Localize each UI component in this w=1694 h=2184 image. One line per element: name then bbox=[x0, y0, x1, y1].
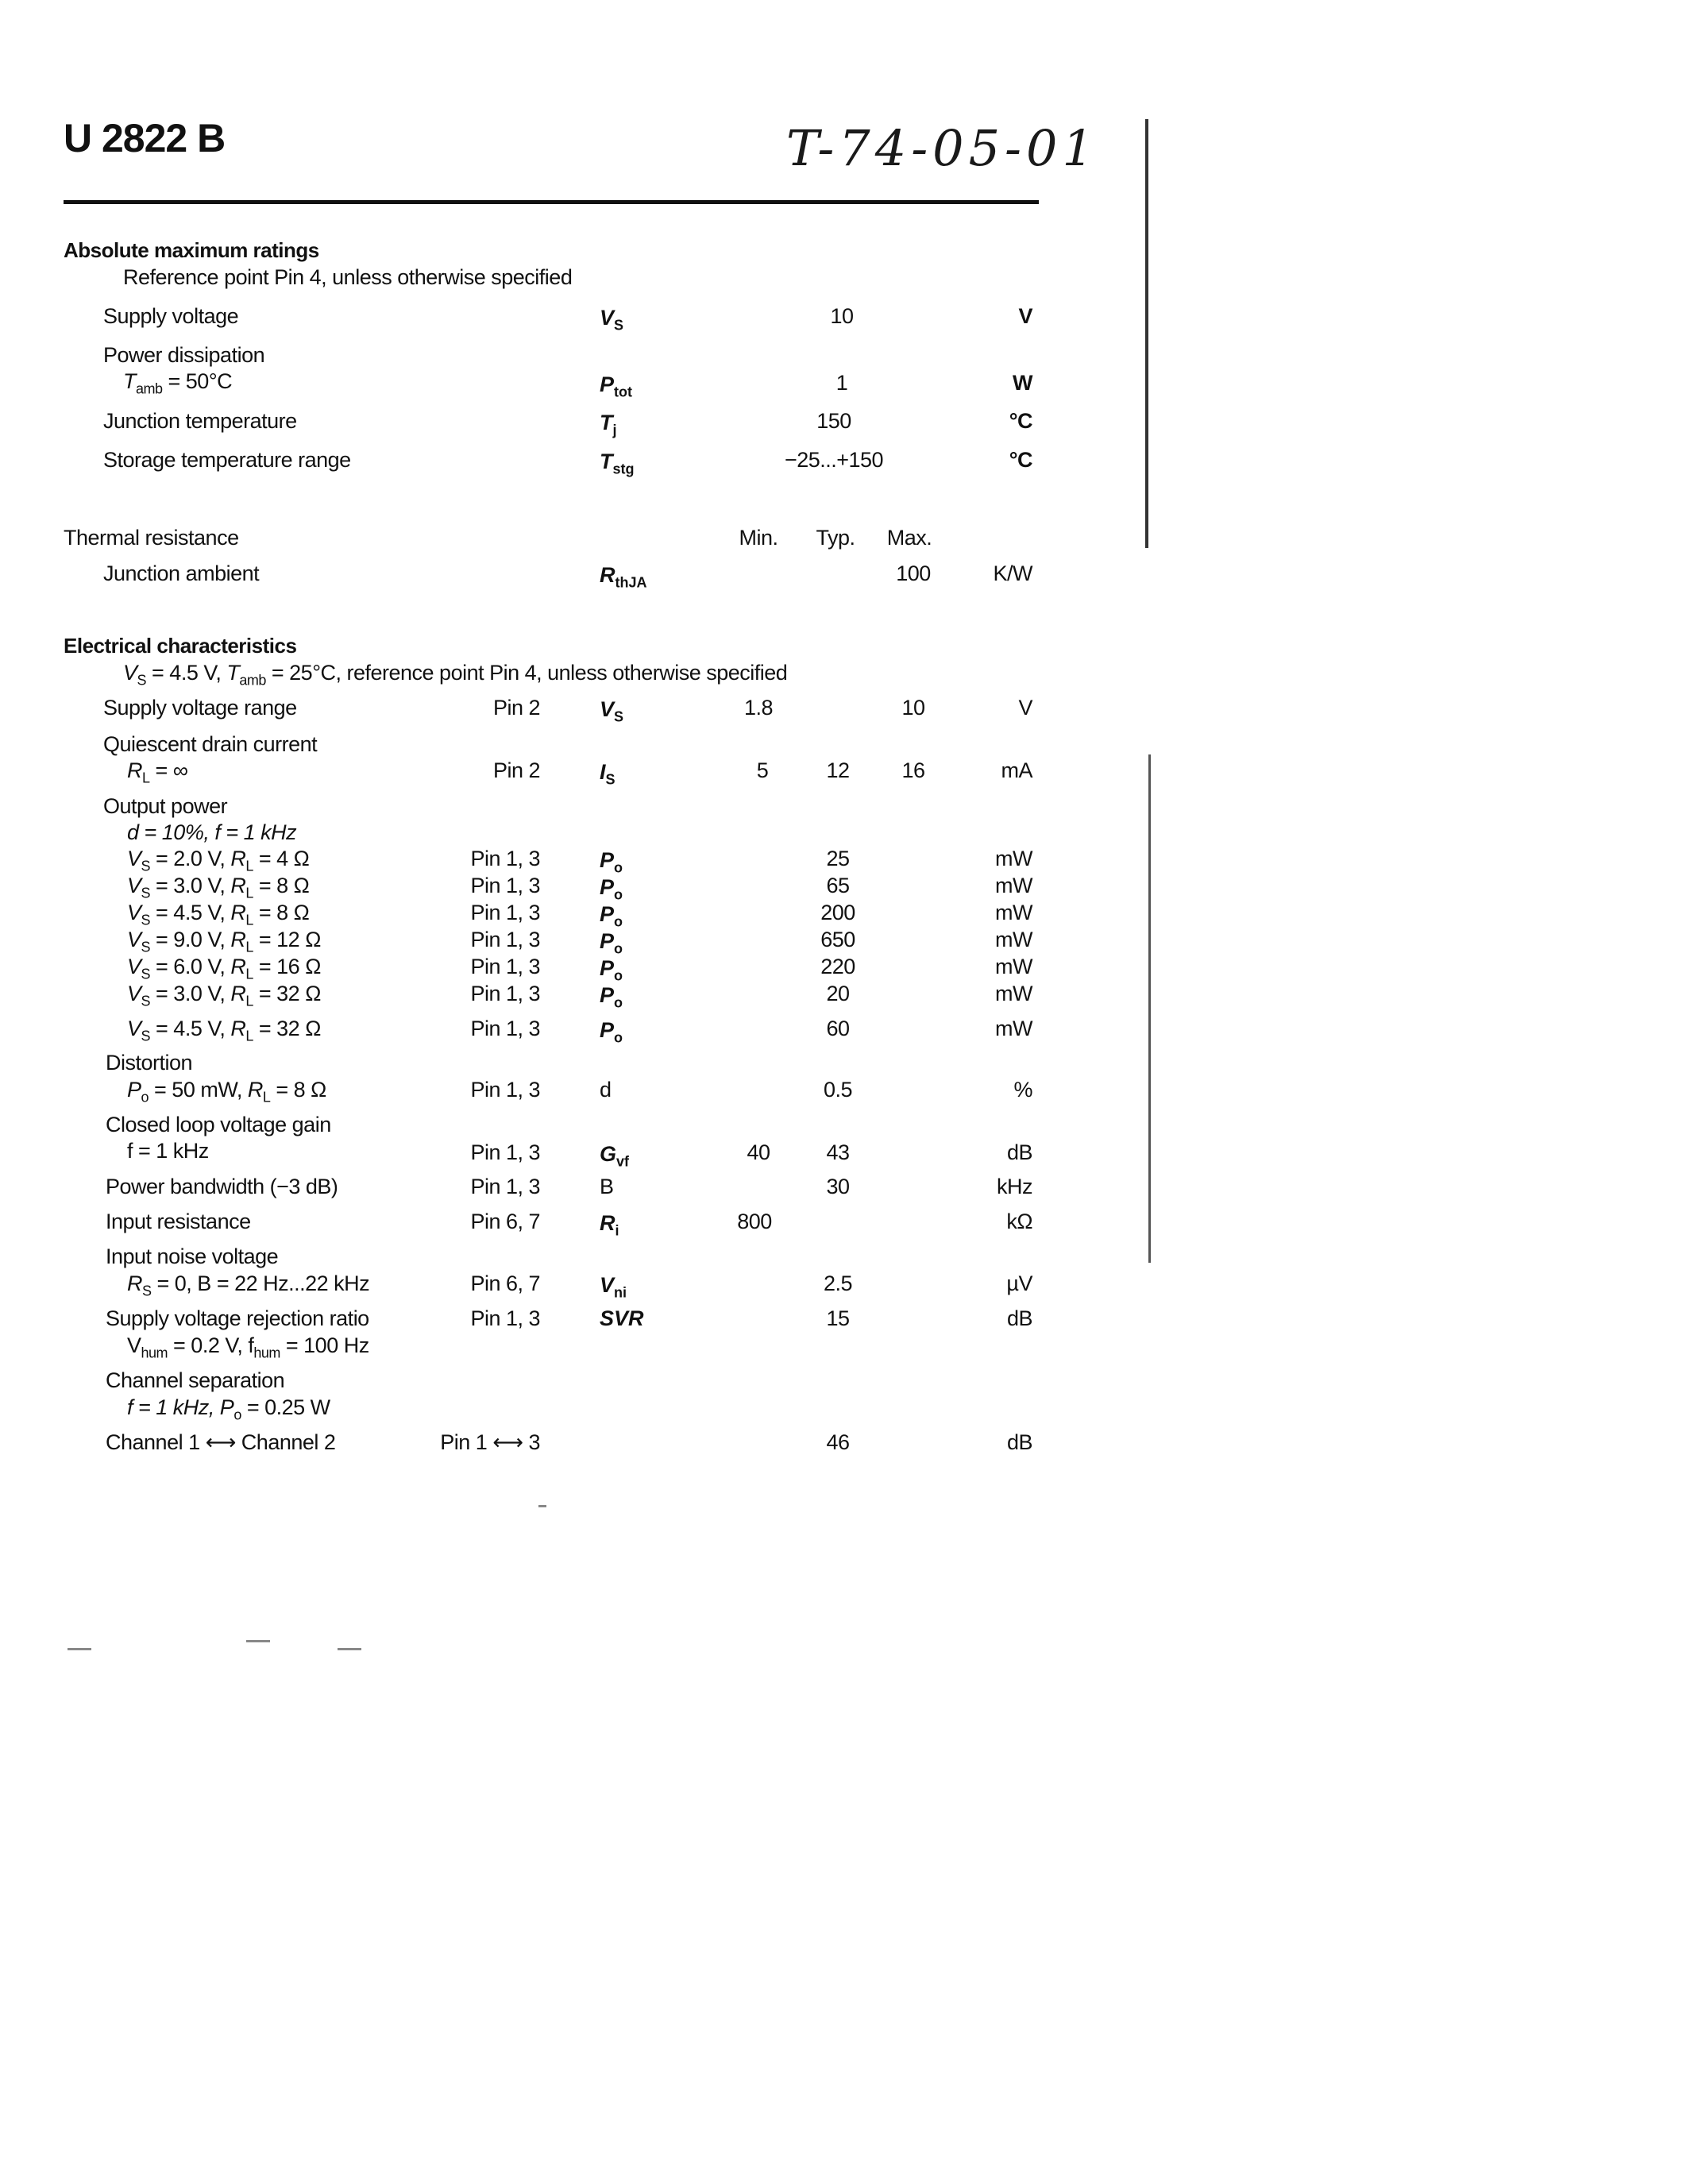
param-symbol: $P_o$ bbox=[600, 929, 623, 957]
output-condition: $V_S = 3.0$ V, $R_L = 8$ Ω bbox=[127, 874, 310, 901]
param-unit: V bbox=[1018, 304, 1032, 328]
param-typ: 0.5 bbox=[823, 1078, 853, 1102]
param-pin: Pin 1 ⟷ 3 bbox=[440, 1430, 540, 1454]
param-unit: °C bbox=[1009, 448, 1032, 472]
param-max: 100 bbox=[896, 561, 931, 585]
handwritten-code: T-74-05-01 bbox=[786, 119, 1098, 177]
param-pin: Pin 1, 3 bbox=[470, 1140, 540, 1164]
param-label: Input resistance bbox=[106, 1210, 251, 1233]
param-label: Supply voltage range bbox=[103, 696, 297, 720]
scan-speck bbox=[538, 1505, 546, 1507]
param-symbol: $V_{ni}$ bbox=[600, 1273, 627, 1301]
param-typ: 200 bbox=[820, 901, 855, 924]
param-condition: f = 1 kHz bbox=[127, 1139, 209, 1163]
param-symbol: $P_o$ bbox=[600, 902, 623, 930]
param-label: Power dissipation bbox=[103, 343, 265, 367]
section-heading-abs-max: Absolute maximum ratings bbox=[64, 238, 319, 262]
param-pin: Pin 6, 7 bbox=[470, 1210, 540, 1233]
param-pin: Pin 1, 3 bbox=[470, 982, 540, 1005]
output-condition: $V_S = 2.0$ V, $R_L = 4$ Ω bbox=[127, 847, 310, 874]
param-typ: 220 bbox=[820, 955, 855, 978]
param-unit: dB bbox=[1006, 1140, 1032, 1164]
param-pin: Pin 1, 3 bbox=[470, 901, 540, 924]
scan-edge-line bbox=[1145, 119, 1148, 548]
param-min: 1.8 bbox=[743, 696, 774, 720]
param-pin: Pin 1, 3 bbox=[470, 1175, 540, 1198]
param-typ: 20 bbox=[826, 982, 850, 1005]
param-typ: 15 bbox=[826, 1306, 850, 1330]
param-unit: dB bbox=[1006, 1306, 1032, 1330]
param-pin: Pin 1, 3 bbox=[470, 1306, 540, 1330]
document-title: U 2822 B bbox=[64, 116, 226, 160]
param-pin: Pin 1, 3 bbox=[470, 1078, 540, 1102]
param-label: Power bandwidth (−3 dB) bbox=[106, 1175, 338, 1198]
param-symbol: $T_{stg}$ bbox=[600, 450, 635, 477]
output-condition: $V_S = 4.5$ V, $R_L = 32$ Ω bbox=[127, 1017, 321, 1044]
param-min: 5 bbox=[756, 758, 769, 782]
param-min: 40 bbox=[747, 1140, 770, 1164]
output-condition: $V_S = 9.0$ V, $R_L = 12$ Ω bbox=[127, 928, 321, 955]
param-condition: d = 10%, f = 1 kHz bbox=[127, 820, 297, 844]
param-typ: 43 bbox=[826, 1140, 850, 1164]
param-pin: Pin 1, 3 bbox=[470, 928, 540, 951]
param-label: Supply voltage rejection ratio bbox=[106, 1306, 369, 1330]
param-typ: 30 bbox=[826, 1175, 850, 1198]
param-max: 10 bbox=[901, 696, 925, 720]
section-subheading: $V_S = 4.5$ V, $T_{amb} = 25^\circ C$, reference point Pin 4, unless otherwise specified bbox=[123, 661, 788, 689]
param-label: Storage temperature range bbox=[103, 448, 351, 472]
param-typ: 2.5 bbox=[823, 1271, 853, 1295]
param-typ: 25 bbox=[826, 847, 850, 870]
output-condition: $V_S = 6.0$ V, $R_L = 16$ Ω bbox=[127, 955, 321, 982]
param-unit: °C bbox=[1009, 409, 1032, 433]
param-unit: W bbox=[1013, 371, 1032, 395]
param-symbol: $R_{thJA}$ bbox=[600, 563, 647, 591]
param-condition: $V_{hum} = 0.2$ V, $f_{hum} = 100$ Hz bbox=[127, 1333, 369, 1361]
scan-speck bbox=[246, 1640, 270, 1642]
param-max: 16 bbox=[901, 758, 925, 782]
section-subheading: Reference point Pin 4, unless otherwise specified bbox=[123, 265, 573, 289]
param-condition: $R_S = 0$, B = 22 Hz...22 kHz bbox=[127, 1271, 370, 1299]
param-unit: K/W bbox=[993, 561, 1032, 585]
param-label: Output power bbox=[103, 794, 228, 818]
param-unit: mW bbox=[995, 874, 1032, 897]
param-symbol: $V_S$ bbox=[600, 697, 624, 725]
param-unit: kHz bbox=[997, 1175, 1032, 1198]
param-condition: $P_o = 50$ mW, $R_L = 8$ Ω bbox=[127, 1078, 326, 1106]
param-value: 1 bbox=[835, 371, 848, 395]
param-unit: mW bbox=[995, 982, 1032, 1005]
param-symbol: $G_{vf}$ bbox=[600, 1142, 630, 1170]
param-symbol: $R_i$ bbox=[600, 1211, 619, 1239]
param-typ: 65 bbox=[826, 874, 850, 897]
param-unit: mW bbox=[995, 901, 1032, 924]
param-symbol: $V_S$ bbox=[600, 306, 624, 334]
column-header-max: Max. bbox=[886, 526, 932, 550]
param-label: Junction temperature bbox=[103, 409, 297, 433]
param-symbol: $I_S$ bbox=[600, 760, 615, 788]
param-pin: Pin 6, 7 bbox=[470, 1271, 540, 1295]
section-heading-thermal: Thermal resistance bbox=[64, 526, 239, 550]
param-unit: V bbox=[1018, 696, 1032, 720]
title-rule bbox=[64, 200, 1039, 204]
param-pin: Pin 1, 3 bbox=[470, 1017, 540, 1040]
param-typ: 12 bbox=[826, 758, 850, 782]
param-pin: Pin 2 bbox=[492, 758, 540, 782]
param-value: 150 bbox=[816, 409, 851, 433]
param-symbol: $T_j$ bbox=[600, 411, 617, 438]
scan-speck bbox=[68, 1648, 91, 1650]
output-condition: $V_S = 3.0$ V, $R_L = 32$ Ω bbox=[127, 982, 321, 1009]
param-unit: mA bbox=[1001, 758, 1032, 782]
param-unit: kΩ bbox=[1006, 1210, 1032, 1233]
param-label: Channel 1 ⟷ Channel 2 bbox=[106, 1430, 336, 1454]
param-symbol: $P_o$ bbox=[600, 848, 623, 876]
param-label: Junction ambient bbox=[103, 561, 260, 585]
param-symbol: $P_o$ bbox=[600, 983, 623, 1011]
param-value: 10 bbox=[830, 304, 854, 328]
param-label: Supply voltage bbox=[103, 304, 239, 328]
column-header-typ: Typ. bbox=[816, 526, 855, 550]
output-condition: $V_S = 4.5$ V, $R_L = 8$ Ω bbox=[127, 901, 310, 928]
param-value: −25...+150 bbox=[784, 448, 884, 472]
param-pin: Pin 1, 3 bbox=[470, 874, 540, 897]
param-symbol: SVR bbox=[600, 1306, 644, 1330]
param-unit: mW bbox=[995, 847, 1032, 870]
param-label: Closed loop voltage gain bbox=[106, 1113, 331, 1136]
param-symbol: B bbox=[600, 1175, 614, 1198]
param-unit: µV bbox=[1006, 1271, 1032, 1295]
param-symbol: $P_o$ bbox=[600, 956, 623, 984]
param-unit: dB bbox=[1006, 1430, 1032, 1454]
param-unit: % bbox=[1013, 1078, 1032, 1102]
param-condition: $T_{amb} = 50^\circ C$ bbox=[123, 369, 233, 397]
param-symbol: d bbox=[600, 1078, 612, 1102]
param-symbol: $P_{tot}$ bbox=[600, 372, 632, 400]
param-symbol: $P_o$ bbox=[600, 1018, 623, 1046]
column-header-min: Min. bbox=[739, 526, 778, 550]
param-label: Input noise voltage bbox=[106, 1244, 279, 1268]
param-condition: $R_L$ = ∞ bbox=[127, 758, 188, 786]
param-label: Distortion bbox=[106, 1051, 193, 1075]
section-heading-electrical: Electrical characteristics bbox=[64, 634, 297, 658]
scan-speck bbox=[338, 1648, 361, 1650]
param-unit: mW bbox=[995, 1017, 1032, 1040]
param-pin: Pin 2 bbox=[492, 696, 540, 720]
param-pin: Pin 1, 3 bbox=[470, 847, 540, 870]
param-label: Channel separation bbox=[106, 1368, 285, 1392]
scan-edge-line bbox=[1148, 754, 1151, 1263]
param-condition: f = 1 kHz, $P_o = 0.25$ W bbox=[127, 1395, 330, 1423]
param-pin: Pin 1, 3 bbox=[470, 955, 540, 978]
param-unit: mW bbox=[995, 928, 1032, 951]
param-label: Quiescent drain current bbox=[103, 732, 318, 756]
param-unit: mW bbox=[995, 955, 1032, 978]
param-typ: 60 bbox=[826, 1017, 850, 1040]
param-typ: 46 bbox=[826, 1430, 850, 1454]
param-symbol: $P_o$ bbox=[600, 875, 623, 903]
param-min: 800 bbox=[737, 1210, 772, 1233]
param-typ: 650 bbox=[820, 928, 855, 951]
